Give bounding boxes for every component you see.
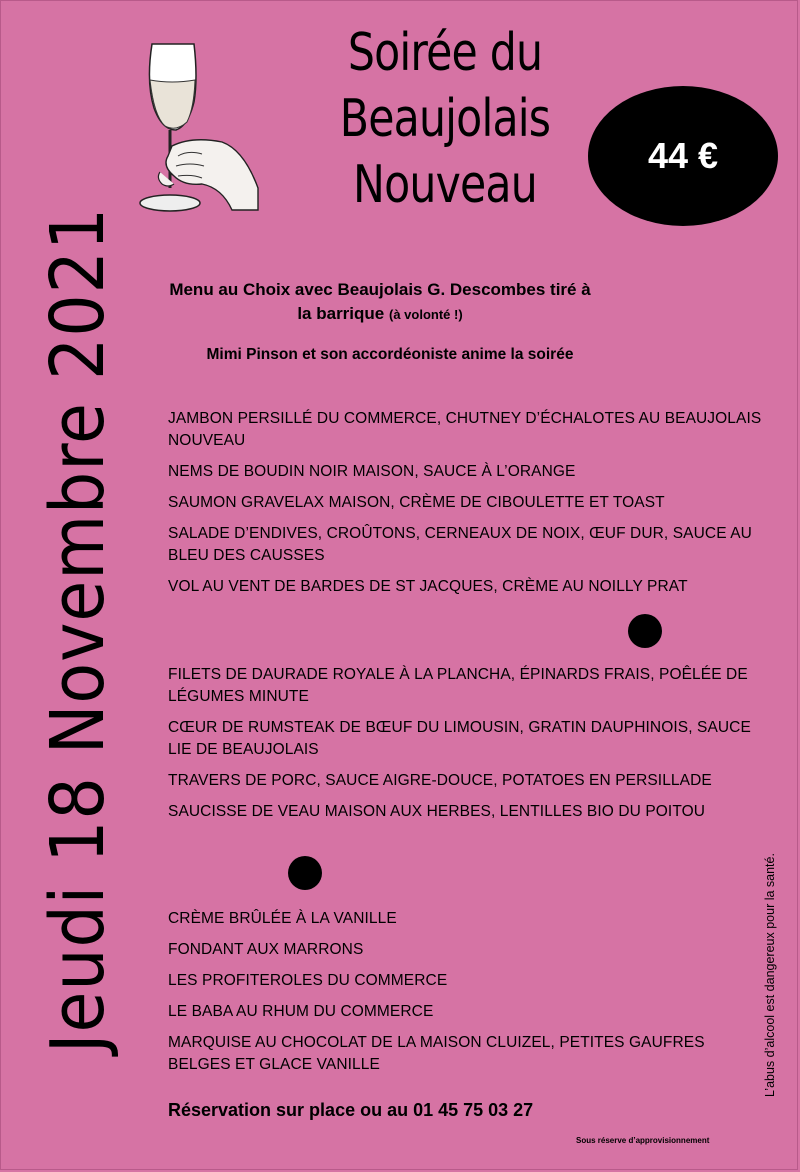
event-date-vertical <box>35 160 121 1100</box>
event-date-text: Jeudi 18 Novembre 2021 <box>35 206 121 1054</box>
menu-item: NEMS DE BOUDIN NOIR MAISON, SAUCE À L’ORANGE <box>168 463 576 480</box>
menu-intro-line-2: la barrique <box>297 304 385 323</box>
section-separator-dot <box>288 856 322 890</box>
menu-item: TRAVERS DE PORC, SAUCE AIGRE-DOUCE, POTATOES EN PERSILLADE <box>168 772 712 789</box>
menu-item: JAMBON PERSILLÉ DU COMMERCE, CHUTNEY D’ÉCHALOTES AU BEAUJOLAIS NOUVEAU <box>168 410 762 449</box>
mains-list <box>168 664 768 832</box>
menu-item: CŒUR DE RUMSTEAK DE BŒUF DU LIMOUSIN, GRATIN DAUPHINOIS, SAUCE LIE DE BEAUJOLAIS <box>168 719 751 758</box>
supply-disclaimer: Sous réserve d’approvisionnement <box>576 1136 710 1145</box>
menu-intro-line-1: Menu au Choix avec Beaujolais G. Descombes tiré à <box>169 280 591 299</box>
desserts-list <box>168 908 768 1085</box>
menu-item: FILETS DE DAURADE ROYALE À LA PLANCHA, ÉPINARDS FRAIS, POÊLÉE DE LÉGUMES MINUTE <box>168 666 748 705</box>
menu-item: MARQUISE AU CHOCOLAT DE LA MAISON CLUIZEL, PETITES GAUFRES BELGES ET GLACE VANILLE <box>168 1034 705 1073</box>
title-line-3: Nouveau <box>353 155 537 215</box>
menu-item: LE BABA AU RHUM DU COMMERCE <box>168 1003 434 1020</box>
section-separator-dot <box>628 614 662 648</box>
menu-item: SAUMON GRAVELAX MAISON, CRÈME DE CIBOULETTE ET TOAST <box>168 494 665 511</box>
starters-list <box>168 408 768 607</box>
event-title <box>326 20 564 218</box>
wine-glass-illustration <box>132 38 267 218</box>
menu-item: LES PROFITEROLES DU COMMERCE <box>168 972 448 989</box>
entertainment-note: Mimi Pinson et son accordéoniste anime la soirée <box>206 346 574 363</box>
alcohol-warning: L’abus d’alcool est dangereux pour la santé. <box>763 853 777 1097</box>
title-line-1: Soirée du <box>347 23 543 83</box>
menu-item: CRÈME BRÛLÉE À LA VANILLE <box>168 910 397 927</box>
price-badge: 44 € <box>588 86 778 226</box>
menu-intro-note: (à volonté !) <box>388 307 463 322</box>
menu-item: SAUCISSE DE VEAU MAISON AUX HERBES, LENTILLES BIO DU POITOU <box>168 803 706 820</box>
title-line-2: Beaujolais <box>339 89 551 149</box>
menu-intro <box>140 278 620 327</box>
reservation-line: Réservation sur place ou au 01 45 75 03 27 <box>168 1100 534 1120</box>
menu-item: VOL AU VENT DE BARDES DE ST JACQUES, CRÈME AU NOILLY PRAT <box>168 578 688 595</box>
menu-item: SALADE D’ENDIVES, CROÛTONS, CERNEAUX DE NOIX, ŒUF DUR, SAUCE AU BLEU DES CAUSSES <box>168 525 752 564</box>
menu-item: FONDANT AUX MARRONS <box>168 941 364 958</box>
